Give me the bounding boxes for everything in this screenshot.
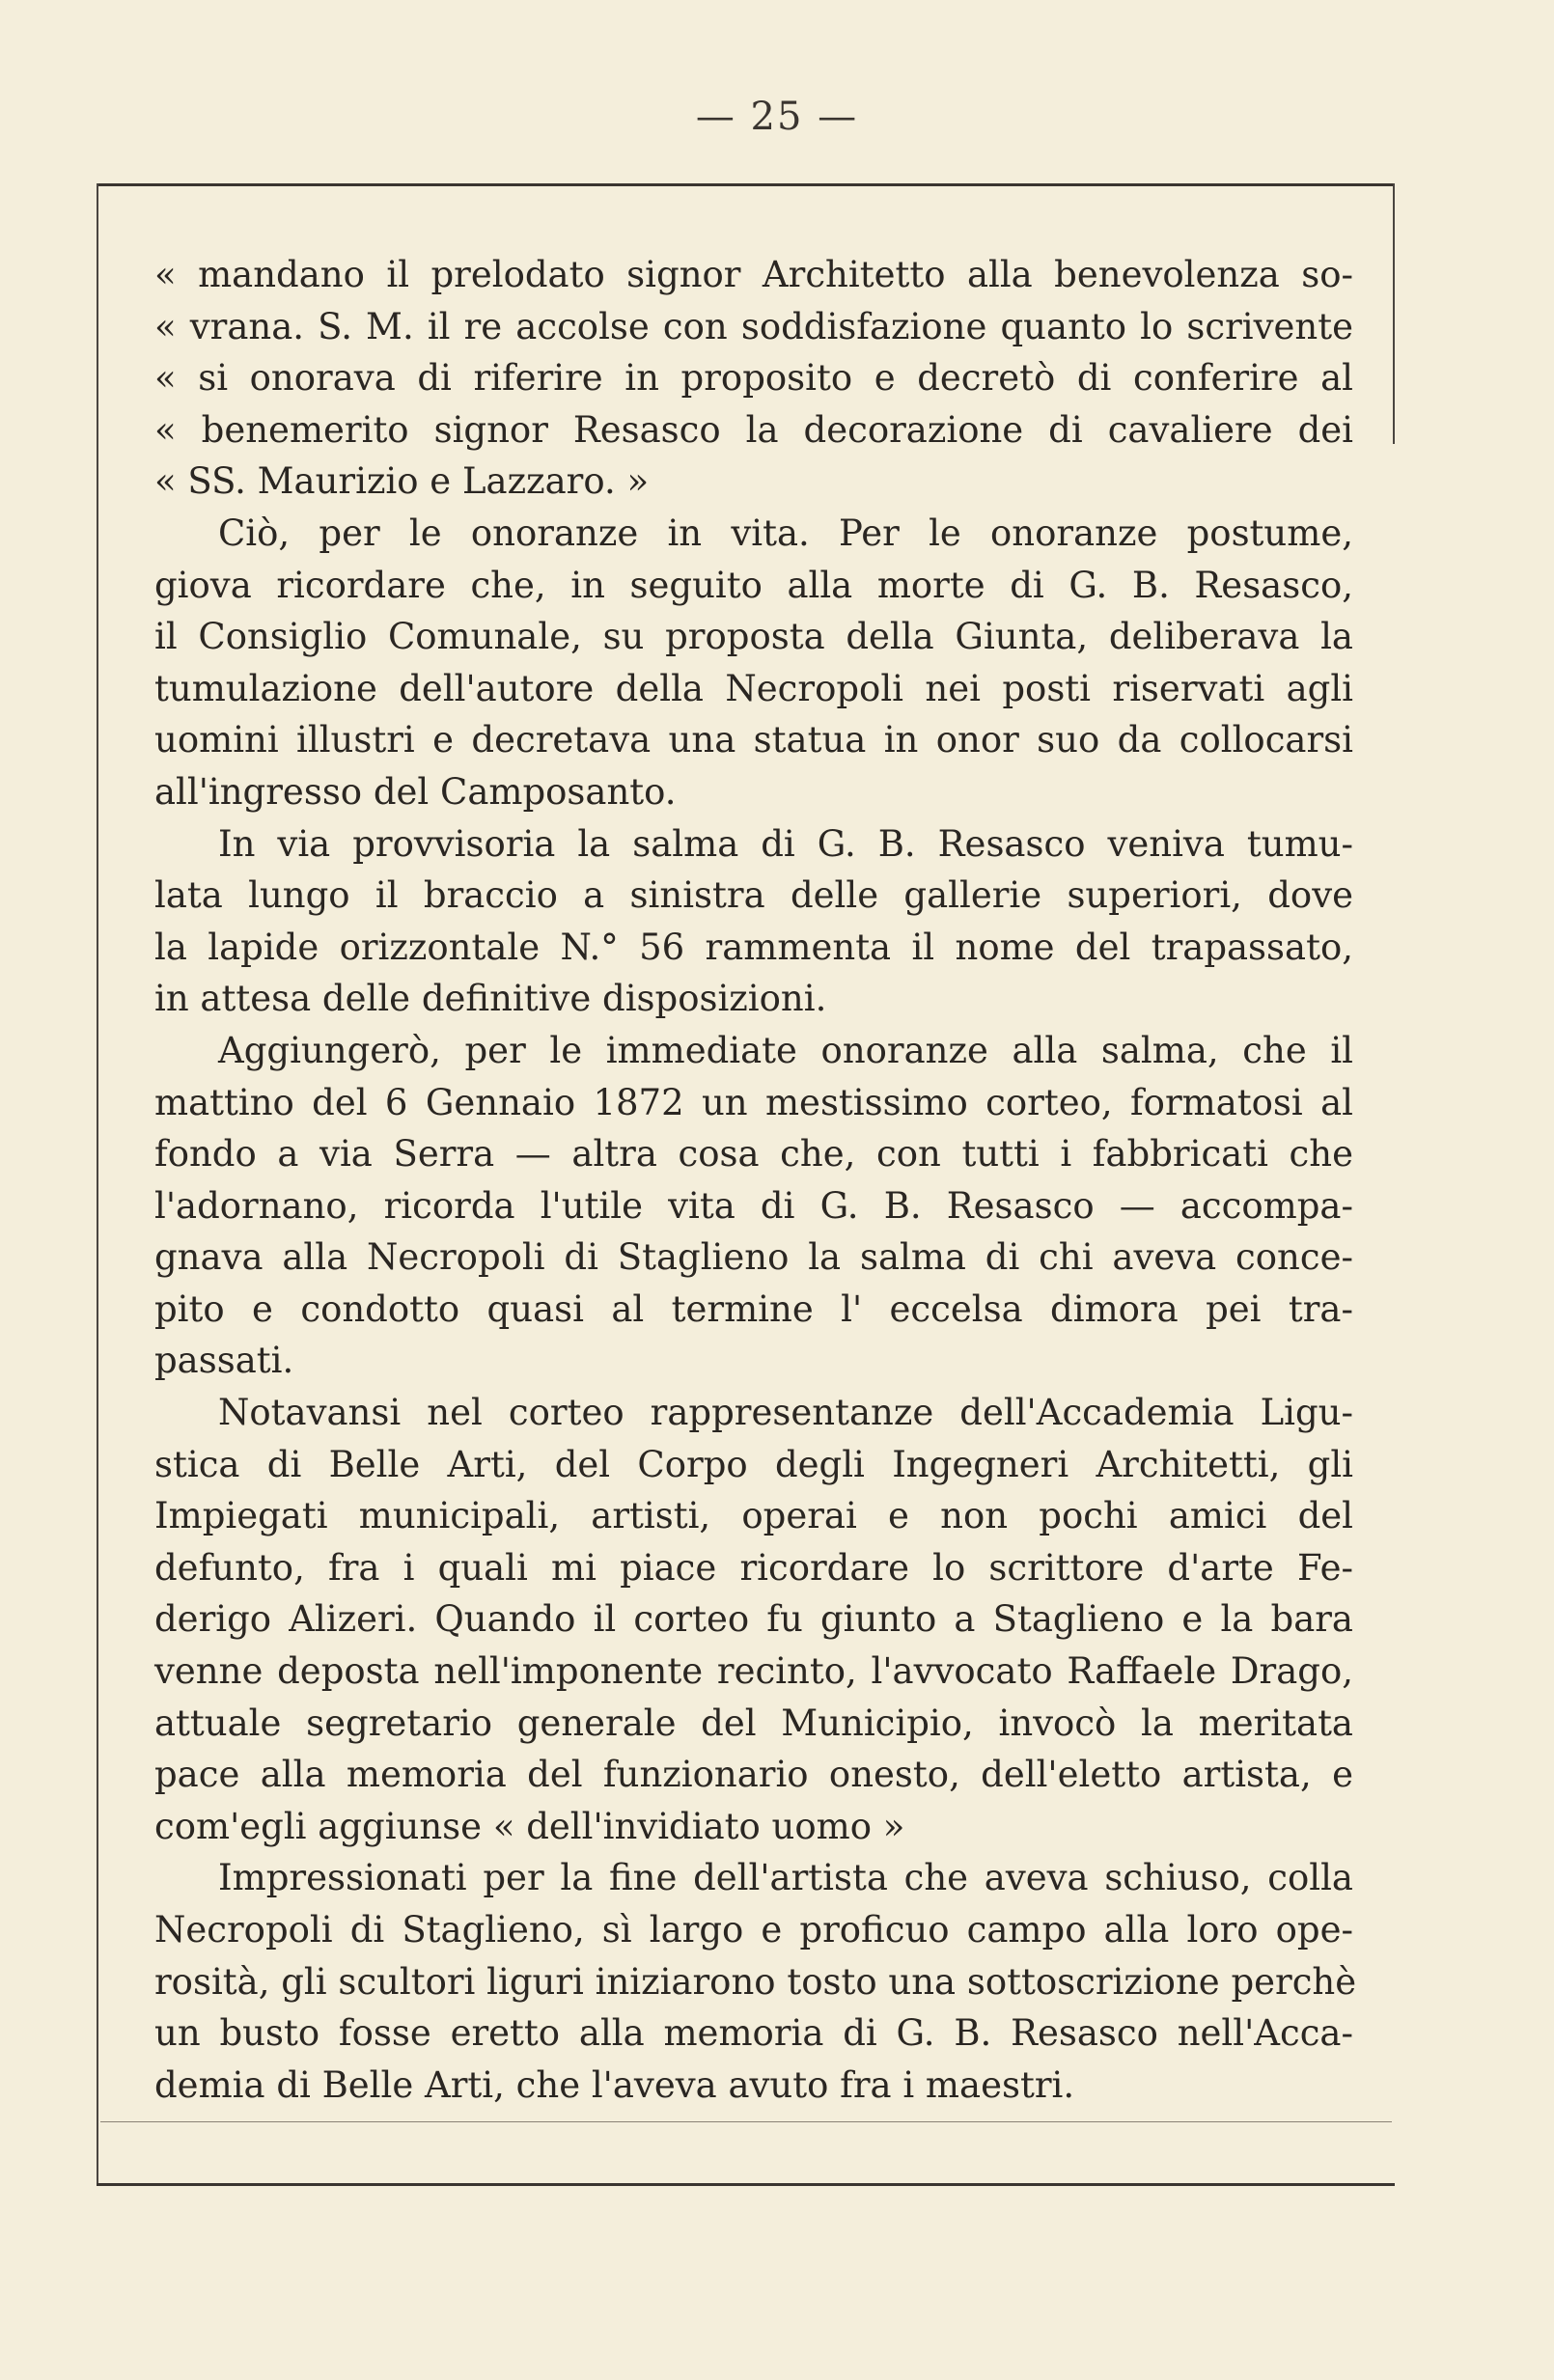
body-text [154,249,1357,2111]
text-line: tumulazione dell'autore della Necropoli nei posti riservati agli [154,667,1353,709]
text-line: « si onorava di riferire in proposito e decretò di conferire al [154,357,1353,400]
text-line: Ciò, per le onoranze in vita. Per le onoranze postume, [218,512,1353,554]
frame-top-rule [97,183,1395,186]
page-number: — 25 — [695,95,859,139]
text-line: fondo a via Serra — altra cosa che, con tutti i fabbricati che [154,1133,1353,1176]
text-line: Aggiungerò, per le immediate onoranze alla salma, che il [218,1029,1353,1071]
text-line: pito e condotto quasi al termine l' eccelsa dimora pei tra- [154,1287,1353,1330]
text-line: defunto, fra i quali mi piace ricordare lo scrittore d'arte Fe- [154,1546,1353,1589]
text-line: « mandano il prelodato signor Architetto alla benevolenza so- [154,254,1353,295]
text-line: all'ingresso del Camposanto. [154,770,677,813]
text-line: « benemerito signor Resasco la decorazione di cavaliere dei [154,408,1353,451]
frame-left-rule [97,183,98,2183]
text-line: In via provvisoria la salma di G. B. Resasco veniva tumu- [218,822,1353,865]
text-line: « SS. Maurizio e Lazzaro. » [154,460,650,503]
text-line: venne deposta nell'imponente recinto, l'avvocato Raffaele Drago, [154,1650,1353,1693]
text-line: uomini illustri e decretava una statua in onor suo da collocarsi [154,719,1353,761]
text-line: l'adornano, ricorda l'utile vita di G. B. Resasco — accompa- [154,1184,1353,1227]
text-line: gnava alla Necropoli di Staglieno la salma di chi aveva conce- [154,1236,1353,1279]
text-line: com'egli aggiunse « dell'invidiato uomo » [154,1805,905,1847]
text-line: Impiegati municipali, artisti, operai e non pochi amici del [154,1495,1353,1537]
text-line: Necropoli di Staglieno, sì largo e proficuo campo alla loro ope- [154,1909,1353,1951]
text-line: Notavansi nel corteo rappresentanze dell'Accademia Ligu- [218,1392,1353,1434]
text-line: giova ricordare che, in seguito alla morte di G. B. Resasco, [154,564,1353,606]
frame-right-rule [1393,183,1395,444]
text-line: lata lungo il braccio a sinistra delle gallerie superiori, dove [154,874,1353,917]
text-line: il Consiglio Comunale, su proposta della Giunta, deliberava la [154,616,1353,658]
text-line: demia di Belle Arti, che l'aveva avuto fra i maestri. [154,2063,1075,2106]
text-line: Impressionati per la fine dell'artista che aveva schiuso, colla [218,1857,1353,1899]
frame-bottom-inner-rule [100,2121,1392,2122]
text-line: derigo Alizeri. Quando il corteo fu giunto a Staglieno e la bara [154,1598,1353,1641]
text-line: un busto fosse eretto alla memoria di G. B. Resasco nell'Acca- [154,2012,1353,2055]
text-line: passati. [154,1340,294,1382]
text-line: mattino del 6 Gennaio 1872 un mestissimo corteo, formatosi al [154,1081,1353,1123]
text-line: la lapide orizzontale N.° 56 rammenta il nome del trapassato, [154,926,1353,968]
text-line: stica di Belle Arti, del Corpo degli Ingegneri Architetti, gli [154,1443,1353,1485]
text-line: in attesa delle definitive disposizioni. [154,978,827,1020]
text-line: attuale segretario generale del Municipio, invocò la meritata [154,1702,1353,1744]
text-line: « vrana. S. M. il re accolse con soddisfazione quanto lo scrivente [154,305,1353,347]
frame-bottom-rule [97,2183,1395,2186]
text-line: rosità, gli scultori liguri iniziarono tosto una sottoscrizione perchè [154,1960,1357,2003]
text-line: pace alla memoria del funzionario onesto, dell'eletto artista, e [154,1754,1353,1796]
